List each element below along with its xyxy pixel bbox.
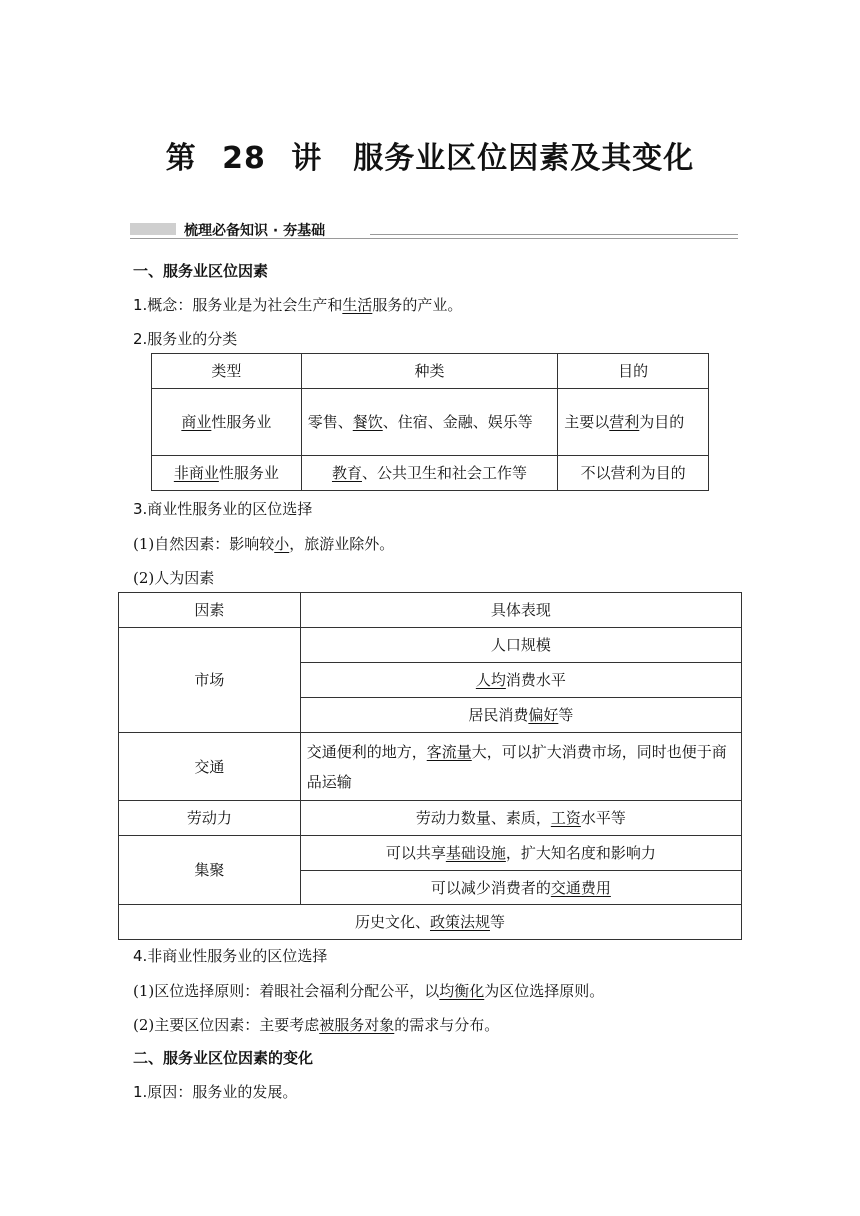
cell-text: 零售、 — [307, 413, 353, 431]
cell-text: 水平等 — [580, 809, 626, 827]
classification-heading: 2.服务业的分类 — [133, 330, 238, 348]
cell-text: 历史文化、 — [354, 913, 430, 931]
table-row — [119, 801, 742, 836]
human-factor-heading: (2)人为因素 — [133, 569, 215, 587]
cell-text: 消费水平 — [505, 671, 566, 689]
part1-heading: 一、服务业区位因素 — [133, 262, 269, 280]
factor-market: 市场 — [119, 628, 301, 733]
principle-line — [133, 980, 604, 1001]
cell-text: 主要以 — [564, 413, 610, 431]
cell-text: 等 — [490, 913, 506, 931]
cell-text: 交通便利的地方， — [306, 742, 427, 761]
natural-factor-line — [133, 533, 394, 554]
section-divider — [370, 234, 738, 235]
table-cell — [300, 698, 741, 733]
cell-text: 、公共卫生和社会工作等 — [361, 464, 527, 482]
answer-blank: 偏好 — [528, 706, 559, 724]
answer-blank: 营利 — [609, 413, 640, 431]
table-cell — [300, 836, 741, 871]
line-text: ：服务业的发展。 — [177, 1083, 298, 1101]
table-header: 具体表现 — [300, 593, 741, 628]
table-cell: 人口规模 — [300, 628, 741, 663]
cell-text: 性服务业 — [211, 413, 272, 431]
commercial-heading: 3.商业性服务业的区位选择 — [133, 500, 313, 518]
table-row — [119, 733, 742, 801]
line-text: ，旅游业除外。 — [289, 535, 395, 553]
factor-agglomeration: 集聚 — [119, 836, 301, 905]
table-row — [119, 836, 742, 871]
answer-blank: 被服务对象 — [319, 1016, 395, 1034]
part2-heading: 二、服务业区位因素的变化 — [133, 1049, 314, 1067]
concept-text: ：服务业是为社会生产和 — [177, 296, 343, 314]
factor-traffic: 交通 — [119, 733, 301, 801]
cell-text: 为目的 — [639, 413, 685, 431]
section-bar — [130, 220, 738, 240]
cell-text: 劳动力数量、素质， — [415, 809, 551, 827]
table-cell — [300, 733, 741, 801]
table-row — [119, 905, 742, 940]
answer-blank: 人均 — [475, 671, 506, 689]
table-row — [119, 628, 742, 663]
section-divider — [130, 238, 738, 239]
line-text: (1)自然因素：影响较 — [133, 535, 275, 553]
table-cell — [301, 456, 558, 491]
table-cell — [152, 389, 302, 456]
answer-blank: 餐饮 — [352, 413, 383, 431]
cell-text: 性服务业 — [218, 464, 279, 482]
cell-text: 居民消费 — [468, 706, 529, 724]
reason-lead: 1.原因 — [133, 1083, 178, 1101]
main-factor-line — [133, 1014, 499, 1035]
reason-line — [133, 1081, 297, 1102]
cell-text: 可以共享 — [385, 844, 446, 862]
table-row — [152, 354, 709, 389]
noncommercial-heading: 4.非商业性服务业的区位选择 — [133, 947, 328, 965]
factors-table — [118, 592, 742, 940]
answer-blank: 均衡化 — [439, 982, 485, 1000]
table-cell — [300, 871, 741, 905]
cell-text: ，扩大知名度和影响力 — [505, 844, 656, 862]
answer-blank: 生活 — [342, 296, 373, 314]
table-cell — [152, 456, 302, 491]
table-row — [152, 456, 709, 491]
table-header: 目的 — [558, 354, 709, 389]
answer-blank: 商业 — [181, 413, 212, 431]
answer-blank: 交通费用 — [550, 878, 611, 897]
answer-blank: 基础设施 — [445, 844, 506, 862]
table-row — [119, 593, 742, 628]
section-bar-label: 梳理必备知识 · 夯基础 — [184, 223, 326, 239]
concept-line — [133, 294, 462, 315]
table-cell — [300, 801, 741, 836]
concept-text: 服务的产业。 — [372, 296, 463, 314]
page-title: 第 28 讲 服务业区位因素及其变化 — [165, 141, 695, 176]
table-footer-cell — [119, 905, 742, 940]
line-text: 的需求与分布。 — [394, 1016, 500, 1034]
line-text: (2)主要区位因素：主要考虑 — [133, 1016, 320, 1034]
table-cell: 不以营利为目的 — [558, 456, 709, 491]
line-text: 为区位选择原则。 — [484, 982, 605, 1000]
cell-text: 大，可以扩大消费市场，同时也便于商品运输 — [306, 742, 727, 791]
section-bar-block — [130, 223, 176, 235]
table-row — [152, 389, 709, 456]
cell-text: 可以减少消费者的 — [430, 878, 551, 897]
line-text: (1)区位选择原则：着眼社会福利分配公平，以 — [133, 982, 440, 1000]
answer-blank: 教育 — [331, 464, 362, 482]
table-cell — [558, 389, 709, 456]
table-cell — [300, 663, 741, 698]
answer-blank: 小 — [274, 535, 290, 553]
answer-blank: 政策法规 — [429, 913, 490, 931]
concept-lead: 1.概念 — [133, 296, 178, 314]
answer-blank: 工资 — [550, 809, 581, 827]
cell-text: 等 — [558, 706, 574, 724]
factor-labor: 劳动力 — [119, 801, 301, 836]
table-header: 因素 — [119, 593, 301, 628]
answer-blank: 客流量 — [426, 742, 472, 761]
answer-blank: 非商业 — [173, 464, 219, 482]
classification-table — [151, 353, 709, 491]
table-cell — [301, 389, 558, 456]
table-header: 种类 — [301, 354, 558, 389]
cell-text: 、住宿、金融、娱乐等 — [382, 413, 533, 431]
table-header: 类型 — [152, 354, 302, 389]
